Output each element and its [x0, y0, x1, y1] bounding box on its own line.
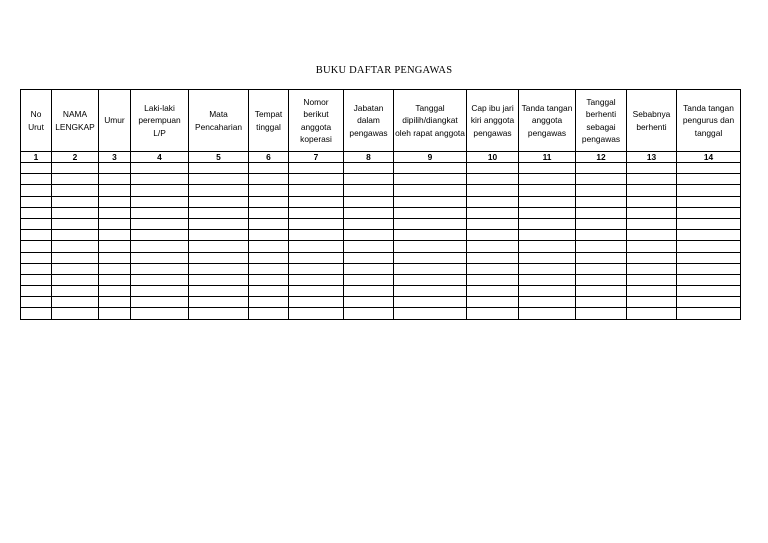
table-cell: [52, 241, 99, 252]
table-cell: [249, 207, 289, 218]
table-cell: [189, 185, 249, 196]
table-row: [21, 252, 741, 263]
table-cell: [52, 252, 99, 263]
table-cell: [519, 286, 576, 297]
table-cell: [99, 252, 131, 263]
table-cell: [394, 185, 467, 196]
table-cell: [131, 252, 189, 263]
table-cell: [21, 163, 52, 174]
table-cell: [189, 241, 249, 252]
table-cell: [131, 241, 189, 252]
table-cell: [289, 163, 344, 174]
table-cell: [519, 297, 576, 308]
table-cell: [52, 163, 99, 174]
column-number: 12: [576, 152, 627, 163]
table-cell: [289, 185, 344, 196]
column-header-no-urut: No Urut: [21, 90, 52, 152]
table-cell: [131, 297, 189, 308]
table-row: [21, 163, 741, 174]
table-cell: [677, 241, 741, 252]
table-cell: [249, 163, 289, 174]
table-cell: [249, 230, 289, 241]
table-cell: [249, 263, 289, 274]
table-cell: [394, 163, 467, 174]
table-cell: [467, 218, 519, 229]
table-cell: [189, 174, 249, 185]
table-cell: [519, 218, 576, 229]
table-cell: [289, 297, 344, 308]
table-cell: [576, 196, 627, 207]
table-cell: [677, 230, 741, 241]
table-cell: [627, 174, 677, 185]
table-cell: [627, 252, 677, 263]
table-cell: [677, 163, 741, 174]
table-cell: [576, 274, 627, 285]
table-cell: [344, 174, 394, 185]
table-cell: [131, 230, 189, 241]
table-cell: [576, 163, 627, 174]
table-cell: [289, 241, 344, 252]
table-row: [21, 230, 741, 241]
table-cell: [289, 230, 344, 241]
table-cell: [52, 196, 99, 207]
table-cell: [131, 286, 189, 297]
column-number: 14: [677, 152, 741, 163]
table-row: [21, 196, 741, 207]
table-cell: [289, 174, 344, 185]
table-cell: [52, 174, 99, 185]
column-number: 4: [131, 152, 189, 163]
table-cell: [677, 263, 741, 274]
table-cell: [52, 297, 99, 308]
column-number: 10: [467, 152, 519, 163]
table-cell: [289, 308, 344, 319]
column-number: 5: [189, 152, 249, 163]
table-cell: [519, 241, 576, 252]
table-cell: [627, 308, 677, 319]
table-cell: [131, 185, 189, 196]
table-cell: [289, 274, 344, 285]
table-cell: [99, 218, 131, 229]
table-cell: [627, 241, 677, 252]
table-cell: [52, 286, 99, 297]
table-row: [21, 218, 741, 229]
table-cell: [576, 286, 627, 297]
column-header-umur: Umur: [99, 90, 131, 152]
table-cell: [249, 308, 289, 319]
table-cell: [627, 163, 677, 174]
table-cell: [677, 252, 741, 263]
table-cell: [394, 207, 467, 218]
table-cell: [519, 163, 576, 174]
table-cell: [189, 163, 249, 174]
table-cell: [189, 297, 249, 308]
table-cell: [394, 230, 467, 241]
table-cell: [99, 308, 131, 319]
table-cell: [52, 274, 99, 285]
table-cell: [467, 230, 519, 241]
column-header-sebab-berhenti: Sebabnya berhenti: [627, 90, 677, 152]
table-cell: [519, 185, 576, 196]
table-cell: [189, 207, 249, 218]
table-cell: [344, 230, 394, 241]
column-header-jenis-kelamin: Laki-laki perempuan L/P: [131, 90, 189, 152]
table-cell: [21, 185, 52, 196]
table-cell: [21, 218, 52, 229]
table-cell: [344, 196, 394, 207]
table-cell: [394, 297, 467, 308]
table-cell: [99, 241, 131, 252]
table-row: [21, 297, 741, 308]
table-cell: [394, 274, 467, 285]
register-table: [20, 89, 741, 320]
table-cell: [576, 252, 627, 263]
table-cell: [344, 252, 394, 263]
table-cell: [467, 174, 519, 185]
table-cell: [467, 163, 519, 174]
table-cell: [344, 297, 394, 308]
table-cell: [249, 286, 289, 297]
table-cell: [394, 241, 467, 252]
table-cell: [131, 196, 189, 207]
column-header-tanda-tangan-pengurus: Tanda tangan pengurus dan tanggal: [677, 90, 741, 152]
column-header-tanda-tangan-pengawas: Tanda tangan anggota pengawas: [519, 90, 576, 152]
table-cell: [289, 263, 344, 274]
table-row: [21, 308, 741, 319]
table-cell: [576, 174, 627, 185]
table-cell: [394, 196, 467, 207]
table-cell: [627, 286, 677, 297]
table-cell: [99, 274, 131, 285]
column-number: 11: [519, 152, 576, 163]
table-cell: [131, 207, 189, 218]
table-cell: [21, 297, 52, 308]
table-cell: [52, 207, 99, 218]
table-cell: [677, 286, 741, 297]
table-cell: [131, 274, 189, 285]
table-cell: [627, 274, 677, 285]
table-cell: [467, 185, 519, 196]
table-cell: [21, 263, 52, 274]
table-cell: [627, 196, 677, 207]
table-body: [21, 163, 741, 320]
table-cell: [99, 263, 131, 274]
table-cell: [21, 252, 52, 263]
table-cell: [467, 241, 519, 252]
table-cell: [249, 241, 289, 252]
table-cell: [249, 297, 289, 308]
table-cell: [21, 274, 52, 285]
column-header-tempat-tinggal: Tempat tinggal: [249, 90, 289, 152]
column-number: 7: [289, 152, 344, 163]
table-cell: [627, 185, 677, 196]
table-row: [21, 241, 741, 252]
table-cell: [677, 196, 741, 207]
column-number: 3: [99, 152, 131, 163]
table-cell: [99, 196, 131, 207]
table-cell: [519, 252, 576, 263]
table-cell: [467, 286, 519, 297]
table-cell: [576, 185, 627, 196]
column-number: 13: [627, 152, 677, 163]
table-cell: [576, 308, 627, 319]
column-number: 8: [344, 152, 394, 163]
table-cell: [189, 286, 249, 297]
table-cell: [249, 274, 289, 285]
table-cell: [576, 207, 627, 218]
document-title: BUKU DAFTAR PENGAWAS: [315, 65, 453, 76]
table-cell: [131, 218, 189, 229]
table-cell: [52, 218, 99, 229]
table-cell: [249, 196, 289, 207]
table-cell: [249, 218, 289, 229]
table-cell: [677, 207, 741, 218]
table-cell: [394, 218, 467, 229]
table-cell: [131, 308, 189, 319]
column-header-cap-ibu-jari: Cap ibu jari kiri anggota pengawas: [467, 90, 519, 152]
table-cell: [394, 263, 467, 274]
table-cell: [627, 263, 677, 274]
table-cell: [189, 218, 249, 229]
table-cell: [344, 263, 394, 274]
table-cell: [289, 218, 344, 229]
table-cell: [519, 230, 576, 241]
table-cell: [394, 308, 467, 319]
table-cell: [289, 207, 344, 218]
table-cell: [289, 252, 344, 263]
column-header-tanggal-dipilih: Tanggal dipilih/diangkat oleh rapat anggota: [394, 90, 467, 152]
table-row: [21, 185, 741, 196]
table-cell: [189, 274, 249, 285]
table-cell: [99, 185, 131, 196]
table-cell: [21, 286, 52, 297]
table-cell: [249, 174, 289, 185]
table-cell: [344, 241, 394, 252]
table-cell: [576, 230, 627, 241]
column-header-tanggal-berhenti: Tanggal berhenti sebagai pengawas: [576, 90, 627, 152]
table-cell: [21, 308, 52, 319]
table-cell: [52, 230, 99, 241]
table-cell: [131, 263, 189, 274]
table-row: [21, 286, 741, 297]
table-cell: [467, 207, 519, 218]
column-header-mata-pencaharian: Mata Pencaharian: [189, 90, 249, 152]
table-cell: [519, 207, 576, 218]
table-cell: [627, 230, 677, 241]
table-cell: [576, 241, 627, 252]
table-cell: [131, 163, 189, 174]
table-cell: [627, 218, 677, 229]
table-cell: [52, 185, 99, 196]
table-cell: [627, 207, 677, 218]
table-cell: [677, 218, 741, 229]
table-cell: [394, 286, 467, 297]
table-cell: [677, 185, 741, 196]
table-cell: [519, 196, 576, 207]
column-number-row: [21, 152, 741, 163]
column-number: 9: [394, 152, 467, 163]
table-cell: [189, 196, 249, 207]
table-cell: [131, 174, 189, 185]
table-cell: [189, 263, 249, 274]
table-cell: [467, 308, 519, 319]
table-cell: [519, 174, 576, 185]
table-cell: [21, 196, 52, 207]
column-number: 2: [52, 152, 99, 163]
table-row: [21, 207, 741, 218]
table-cell: [189, 308, 249, 319]
table-cell: [677, 308, 741, 319]
table-cell: [99, 163, 131, 174]
table-cell: [344, 185, 394, 196]
table-cell: [21, 174, 52, 185]
table-cell: [627, 297, 677, 308]
table-cell: [189, 230, 249, 241]
column-number: 1: [21, 152, 52, 163]
table-cell: [467, 196, 519, 207]
table-cell: [519, 274, 576, 285]
table-cell: [344, 163, 394, 174]
table-cell: [52, 308, 99, 319]
table-row: [21, 274, 741, 285]
table-cell: [52, 263, 99, 274]
column-header-jabatan: Jabatan dalam pengawas: [344, 90, 394, 152]
table-cell: [344, 218, 394, 229]
table-cell: [344, 286, 394, 297]
table-cell: [99, 207, 131, 218]
table-cell: [99, 286, 131, 297]
column-header-nama-lengkap: NAMA LENGKAP: [52, 90, 99, 152]
table-cell: [519, 263, 576, 274]
table-cell: [189, 252, 249, 263]
table-cell: [677, 174, 741, 185]
table-cell: [289, 196, 344, 207]
table-cell: [344, 207, 394, 218]
table-row: [21, 174, 741, 185]
table-cell: [21, 230, 52, 241]
header-row: [21, 90, 741, 152]
table-cell: [344, 308, 394, 319]
column-header-nomor-anggota: Nomor berikut anggota koperasi: [289, 90, 344, 152]
table-cell: [467, 252, 519, 263]
table-cell: [677, 274, 741, 285]
table-cell: [394, 174, 467, 185]
table-cell: [344, 274, 394, 285]
table-cell: [576, 263, 627, 274]
table-cell: [99, 230, 131, 241]
table-cell: [21, 241, 52, 252]
table-cell: [289, 286, 344, 297]
table-cell: [576, 297, 627, 308]
table-cell: [99, 297, 131, 308]
table-cell: [467, 274, 519, 285]
table-cell: [249, 252, 289, 263]
table-cell: [99, 174, 131, 185]
table-cell: [519, 308, 576, 319]
table-cell: [249, 185, 289, 196]
table-cell: [394, 252, 467, 263]
table-cell: [21, 207, 52, 218]
table-cell: [467, 297, 519, 308]
table-cell: [467, 263, 519, 274]
table-cell: [576, 218, 627, 229]
table-row: [21, 263, 741, 274]
column-number: 6: [249, 152, 289, 163]
table-cell: [677, 297, 741, 308]
